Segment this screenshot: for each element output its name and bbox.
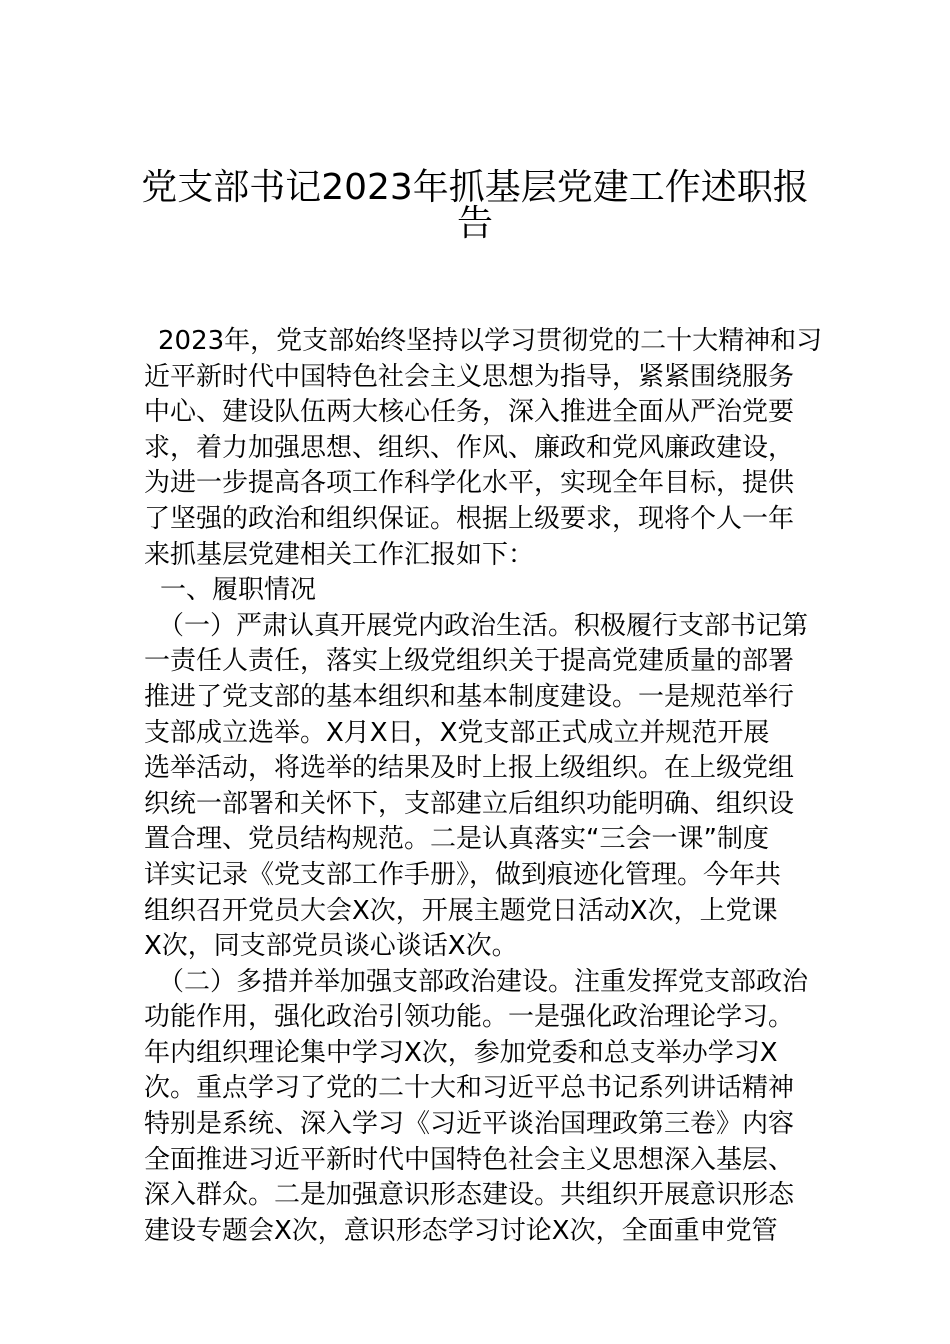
body-line: 为进一步提高各项工作科学化水平，实现全年目标，提供	[144, 468, 795, 499]
body-line: 了坚强的政治和组织保证。根据上级要求，现将个人一年	[144, 503, 795, 534]
body-line: 推进了党支部的基本组织和基本制度建设。一是规范举行	[144, 681, 795, 712]
body-line: 置合理、党员结构规范。二是认真落实“三会一课”制度	[144, 824, 769, 855]
body-line: 特别是系统、深入学习《习近平谈治国理政第三卷》内容	[144, 1109, 795, 1140]
body-line: 深入群众。二是加强意识形态建设。共组织开展意识形态	[144, 1180, 795, 1211]
body-line: 近平新时代中国特色社会主义思想为指导，紧紧围绕服务	[144, 361, 795, 392]
body-line: 详实记录《党支部工作手册》，做到痕迹化管理。今年共	[144, 859, 782, 890]
body-line: 组织召开党员大会X次，开展主题党日活动X次，上党课	[144, 895, 778, 926]
subsection-line: （一）严肃认真开展党内政治生活。积极履行支部书记第	[158, 610, 809, 641]
body-line: 求，着力加强思想、组织、作风、廉政和党风廉政建设，	[144, 432, 795, 463]
body-line: 2023年，党支部始终坚持以学习贯彻党的二十大精神和习	[158, 326, 823, 356]
body-line: 功能作用，强化政治引领功能。一是强化政治理论学习。	[144, 1002, 795, 1033]
subsection-line: （二）多措并举加强支部政治建设。注重发挥党支部政治	[158, 966, 809, 997]
body-line: 选举活动，将选举的结果及时上报上级组织。在上级党组	[144, 753, 795, 784]
document-title	[140, 158, 810, 244]
body-line: 全面推进习近平新时代中国特色社会主义思想深入基层、	[144, 1144, 795, 1175]
body-line: 次。重点学习了党的二十大和习近平总书记系列讲话精神	[144, 1073, 795, 1104]
body-line: 支部成立选举。X月X日，X党支部正式成立并规范开展	[144, 717, 770, 748]
body-line: 建设专题会X次，意识形态学习讨论X次，全面重申党管	[144, 1215, 778, 1246]
body-line: 来抓基层党建相关工作汇报如下：	[144, 539, 535, 570]
body-line: 织统一部署和关怀下，支部建立后组织功能明确、组织设	[144, 788, 795, 819]
body-line: 一责任人责任，落实上级党组织关于提高党建质量的部署	[144, 646, 795, 677]
body-line: 年内组织理论集中学习X次，参加党委和总支举办学习X	[144, 1037, 778, 1068]
title-line-1: 党支部书记2023年抓基层党建工作述职报	[141, 167, 809, 208]
title-line-2: 告	[456, 202, 493, 244]
body-line: 中心、建设队伍两大核心任务，深入推进全面从严治党要	[144, 397, 795, 428]
body-line: X次，同支部党员谈心谈话X次。	[144, 931, 518, 962]
document-body	[144, 324, 823, 1249]
section-heading: 一、履职情况	[160, 575, 317, 606]
